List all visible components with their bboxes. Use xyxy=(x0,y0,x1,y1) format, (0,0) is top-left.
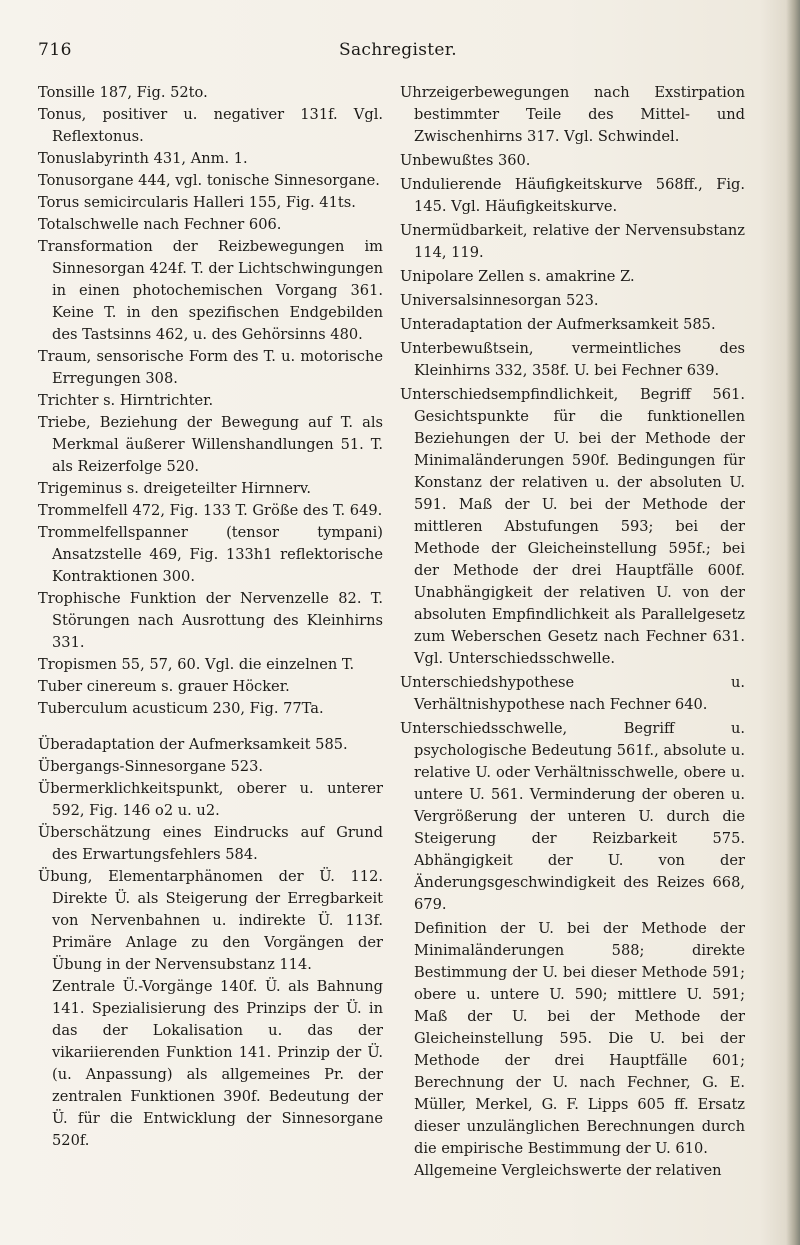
index-entry: Unterschiedshypothese u. Verhältnishypothese nach Fechner 640. xyxy=(400,674,745,713)
index-entry: Trigeminus s. dreigeteilter Hirnnerv. xyxy=(38,480,312,497)
index-entry: Unterschiedsschwelle, Begriff u. psychologische Bedeutung 561f., absolute u. relative U. oder Verhältnisschwelle, obere u. untere U. 561. Verminderung der oberen u. Vergrößerung der unteren U. durch die Steigerung der Reizbarkeit 575. Abhängigkeit der U. von der Änderungsgeschwindigkeit des Reizes 668, 679. xyxy=(400,720,745,913)
index-entry: Unteradaptation der Aufmerksamkeit 585. xyxy=(400,316,716,333)
index-entry: Unipolare Zellen s. amakrine Z. xyxy=(400,268,635,285)
index-entry: Totalschwelle nach Fechner 606. xyxy=(38,216,282,233)
index-entry: Tonusorgane 444, vgl. tonische Sinnesorgane. xyxy=(38,172,380,189)
index-entry: Trommelfellspanner (tensor tympani) Ansatzstelle 469, Fig. 133h1 reflektorische Kontraktionen 300. xyxy=(38,524,383,585)
index-entry: Übergangs-Sinnesorgane 523. xyxy=(38,758,264,775)
index-entry: Unterbewußtsein, vermeintliches des Kleinhirns 332, 358f. U. bei Fechner 639. xyxy=(400,340,745,379)
index-entry: Unbewußtes 360. xyxy=(400,152,531,169)
index-entry: Allgemeine Vergleichswerte der relativen xyxy=(414,1162,722,1179)
index-entry: Unermüdbarkeit, relative der Nervensubstanz 114, 119. xyxy=(400,222,745,261)
index-entry: Übung, Elementarphänomen der Ü. 112. Direkte Ü. als Steigerung der Erregbarkeit von Nervenbahnen u. indirekte Ü. 113f. Primäre Anlage zu den Vorgängen der Übung in der Nervensubstanz 114. xyxy=(38,868,383,973)
index-entry: Trichter s. Hirntrichter. xyxy=(38,392,214,409)
index-entry: Torus semicircularis Halleri 155, Fig. 41ts. xyxy=(38,194,356,211)
index-entry: Tonsille 187, Fig. 52to. xyxy=(38,84,208,101)
index-entry: Trophische Funktion der Nervenzelle 82. T. Störungen nach Ausrottung des Kleinhirns 331. xyxy=(38,590,383,651)
page-header xyxy=(38,40,758,68)
index-entry: Überadaptation der Aufmerksamkeit 585. xyxy=(38,736,348,753)
left-column xyxy=(38,82,383,1152)
index-entry: Tropismen 55, 57, 60. Vgl. die einzelnen T. xyxy=(38,656,355,673)
index-entry: Definition der U. bei der Methode der Minimaländerungen 588; direkte Bestimmung der U. bei dieser Methode 591; obere u. untere U. 590; mittlere U. 591; Maß der U. bei der Methode der Gleicheinstellung 595. Die U. bei der Methode der drei Hauptfälle 601; Berechnung der U. nach Fechner, G. E. Müller, Merkel, G. F. Lipps 605 ff. Ersatz dieser unzulänglichen Berechnungen durch die empirische Bestimmung der U. 610. xyxy=(414,920,745,1157)
index-entry: Überschätzung eines Eindrucks auf Grund des Erwartungsfehlers 584. xyxy=(38,824,383,863)
index-entry: Übermerklichkeitspunkt, oberer u. unterer 592, Fig. 146 o2 u. u2. xyxy=(38,780,383,819)
index-entry: Traum, sensorische Form des T. u. motorische Erregungen 308. xyxy=(38,348,383,387)
index-entry: Tonuslabyrinth 431, Anm. 1. xyxy=(38,150,248,167)
running-title: Sachregister. xyxy=(339,40,457,60)
index-entry: Tuber cinereum s. grauer Höcker. xyxy=(38,678,290,695)
index-entry: Uhrzeigerbewegungen nach Exstirpation bestimmter Teile des Mittel- und Zwischenhirns 317. Vgl. Schwindel. xyxy=(400,84,745,145)
index-entry: Universalsinnesorgan 523. xyxy=(400,292,599,309)
right-column xyxy=(400,82,745,1182)
index-entry: Transformation der Reizbewegungen im Sinnesorgan 424f. T. der Lichtschwingungen in einen photochemischen Vorgang 361. Keine T. in den spezifischen Endgebilden des Tastsinns 462, u. des Gehörsinns 480. xyxy=(38,238,383,343)
page-edge-shadow xyxy=(786,0,800,1245)
page-number: 716 xyxy=(38,40,72,60)
index-entry: Triebe, Beziehung der Bewegung auf T. als Merkmal äußerer Willenshandlungen 51. T. als Reizerfolge 520. xyxy=(38,414,383,475)
index-entry: Unterschiedsempfindlichkeit, Begriff 561. Gesichtspunkte für die funktionellen Beziehungen der U. bei der Methode der Minimaländerungen 590f. Bedingungen für Konstanz der relativen u. der absoluten U. 591. Maß der U. bei der Methode der mittleren Abstufungen 593; bei der Methode der Gleicheinstellung 595f.; bei der Methode der drei Hauptfälle 600f. Unabhängigkeit der relativen U. von der absoluten Empfindlichkeit als Parallelgesetz zum Weberschen Gesetz nach Fechner 631. Vgl. Unterschiedsschwelle. xyxy=(400,386,745,667)
index-entry: Trommelfell 472, Fig. 133 T. Größe des T. 649. xyxy=(38,502,383,519)
index-entry: Zentrale Ü.-Vorgänge 140f. Ü. als Bahnung 141. Spezialisierung des Prinzips der Ü. in das der Lokalisation u. das der vikariierenden Funktion 141. Prinzip der Ü. (u. Anpassung) als allgemeines Pr. der zentralen Funktionen 390f. Bedeutung der Ü. für die Entwicklung der Sinnesorgane 520f. xyxy=(52,978,383,1149)
index-entry: Tuberculum acusticum 230, Fig. 77Ta. xyxy=(38,700,324,717)
index-entry: Undulierende Häufigkeitskurve 568ff., Fig. 145. Vgl. Häufigkeitskurve. xyxy=(400,176,745,215)
index-entry: Tonus, positiver u. negativer 131f. Vgl. Reflextonus. xyxy=(38,106,383,145)
